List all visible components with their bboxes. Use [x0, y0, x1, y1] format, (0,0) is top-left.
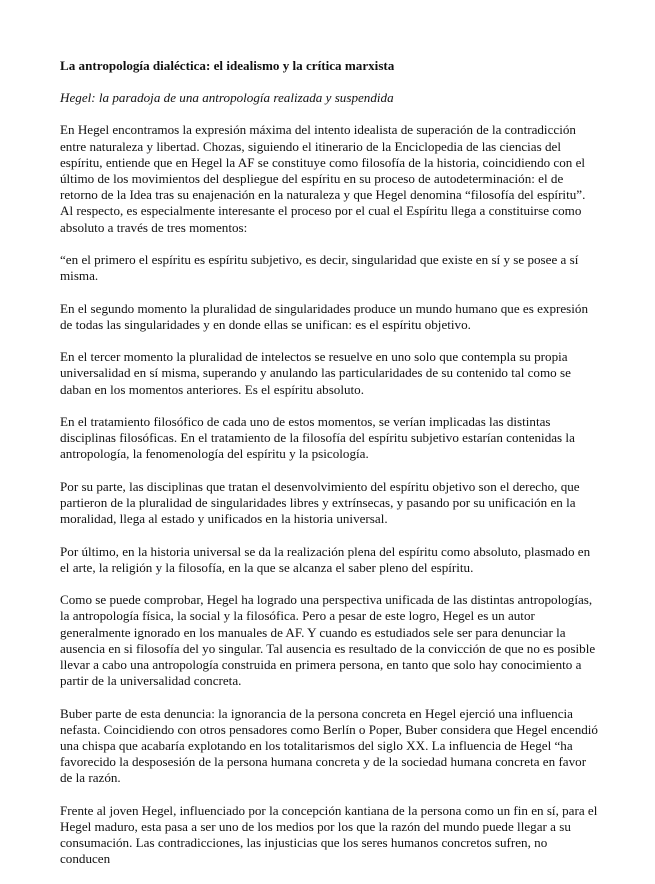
document-page: [60, 58, 600, 884]
paragraph-10: Frente al joven Hegel, influenciado por la concepción kantiana de la persona como un fin en sí, para el Hegel maduro, esta pasa a ser uno de los medios por los que la razón del mundo puede llegar a su consumación. Las contradicciones, las injusticias que los seres humanos concretos sufren, no conducen: [60, 802, 598, 867]
paragraph-7: Por último, en la historia universal se da la realización plena del espíritu como absoluto, plasmado en el arte, la religión y la filosofía, en la que se alcanza el saber pleno del espíritu.: [60, 543, 591, 575]
document-subtitle: Hegel: la paradoja de una antropología realizada y suspendida: [60, 90, 394, 106]
paragraph-3: En el segundo momento la pluralidad de singularidades produce un mundo humano que es expresión de todas las singularidades y en donde ellas se unifican: es el espíritu objetivo.: [60, 300, 588, 332]
paragraph-5: En el tratamiento filosófico de cada uno de estos momentos, se verían implicadas las distintas disciplinas filosóficas. En el tratamiento de la filosofía del espíritu subjetivo estarían contenidas la antropología, la fenomenología del espíritu y la psicología.: [60, 414, 575, 462]
paragraph-1: En Hegel encontramos la expresión máxima del intento idealista de superación de la contradicción entre naturaleza y libertad. Chozas, siguiendo el itinerario de la Enciclopedia de las ciencias del espíritu, entiende que en Hegel la AF se constituye como filosofía de la historia, coincidiendo con el último de los movimientos del despliegue del espíritu en su proceso de autodeterminación: el de retorno de la Idea tras su enajenación en la naturaleza y que Hegel denomina “filosofía del espíritu”. Al respecto, es especialmente interesante el proceso por el cual el Espíritu llega a constituirse como absoluto a través de tres momentos:: [60, 122, 586, 235]
document-title: La antropología dialéctica: el idealismo y la crítica marxista: [60, 58, 395, 73]
paragraph-4: En el tercer momento la pluralidad de intelectos se resuelve en uno solo que contempla su propia universalidad en sí misma, superando y anulando las particularidades de su contenido tal como se daban en los momentos anteriores. Es el espíritu absoluto.: [60, 349, 571, 397]
paragraph-6: Por su parte, las disciplinas que tratan el desenvolvimiento del espíritu objetivo son el derecho, que partieron de la pluralidad de singularidades libres y extrínsecas, y pasando por su unificación en la moralidad, llega al estado y unificados en la historia universal.: [60, 478, 580, 527]
paragraph-2: “en el primero el espíritu es espíritu subjetivo, es decir, singularidad que existe en sí y se posee a sí misma.: [60, 252, 579, 284]
paragraph-8: Como se puede comprobar, Hegel ha logrado una perspectiva unificada de las distintas antropologías, la antropología física, la social y la filosófica. Pero a pesar de este logro, Hegel es un autor generalmente ignorado en los manuales de AF. Y cuando es estudiados sele ser para denunciar la ausencia en si filosofía del yo singular. Tal ausencia es resultado de la convicción de que no es posible llevar a cabo una antropología construida en primera persona, en tanto que solo hay conocimiento a partir de la universalidad concreta.: [60, 592, 596, 689]
paragraph-9: Buber parte de esta denuncia: la ignorancia de la persona concreta en Hegel ejerció una influencia nefasta. Coincidiendo con otros pensadores como Berlín o Poper, Buber considera que Hegel encendió una chispa que acabaría explotando en los totalitarismos del siglo XX. La influencia de Hegel “ha favorecido la desposesión de la persona humana concreta y de la sociedad humana concreta en favor de la razón.: [60, 705, 598, 786]
